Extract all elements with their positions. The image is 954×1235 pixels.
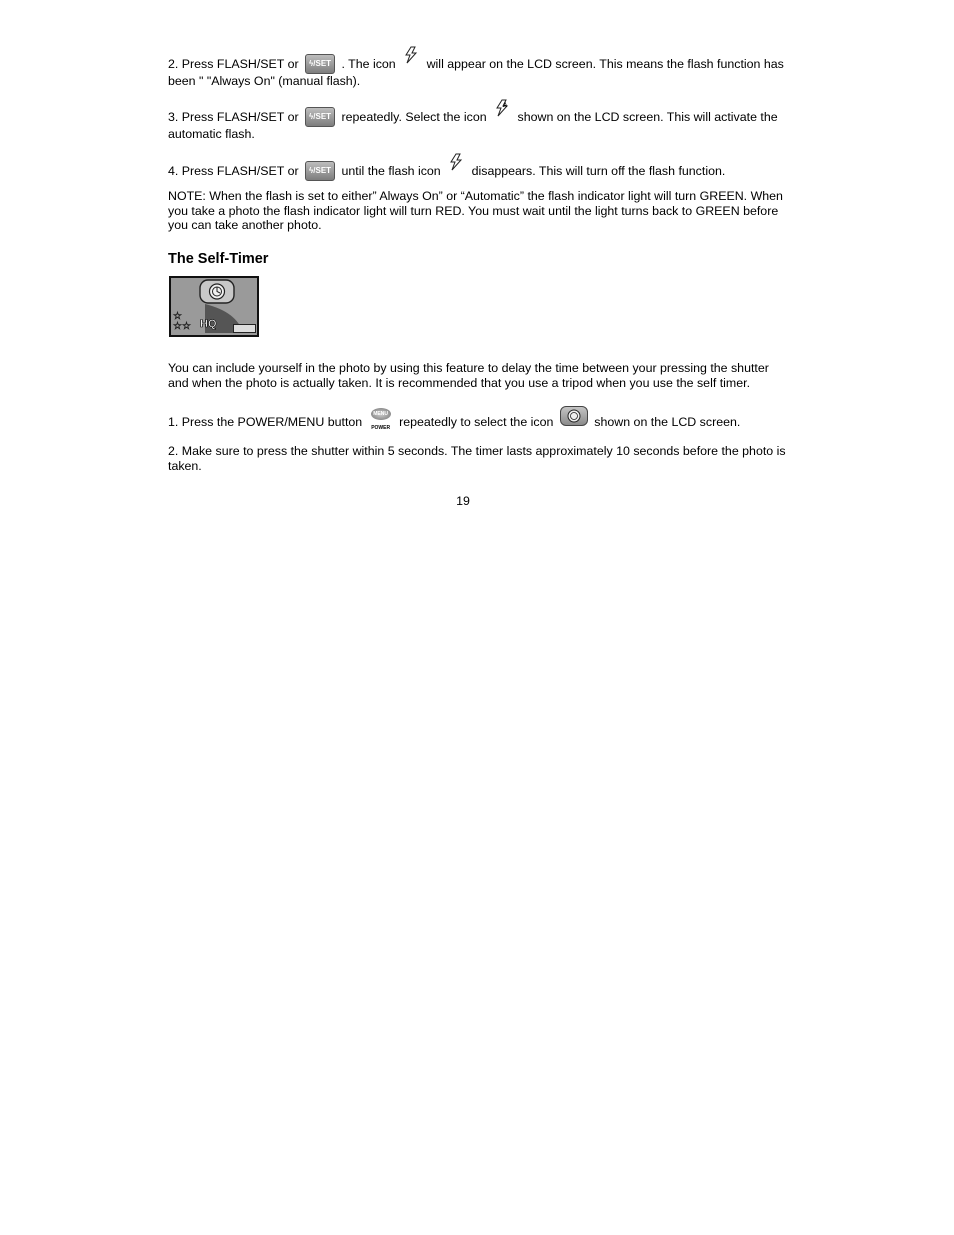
step1-text-1: 1. Press the POWER/MENU button [168, 415, 363, 429]
para-auto-flash [168, 99, 788, 142]
lcd-screen-illustration [169, 276, 259, 337]
flash-set-button-icon: ϟ/SET [305, 161, 335, 181]
power-menu-button-icon [369, 408, 393, 430]
section-heading: The Self-Timer [168, 251, 269, 267]
para2-text-3: will appear on the LCD screen. This means the flash function has been " "Always On" (manual flash). [168, 57, 784, 88]
quality-label: HQ [200, 318, 217, 330]
self-timer-intro: You can include yourself in the photo by using this feature to delay the time between your pressing the shutter and when the photo is actually taken. It is recommended that you use a tripod when you use the self timer. [168, 361, 769, 390]
self-timer-icon [200, 280, 234, 303]
menu-label: MENU [371, 408, 391, 420]
page-number: 19 [456, 494, 470, 508]
auto-flash-icon [493, 99, 511, 117]
para3-text-3: shown on the LCD screen. This will activate the automatic flash. [168, 110, 778, 141]
para2-text-2: . The icon [341, 57, 396, 71]
flash-on-icon [402, 46, 420, 64]
self-timer-icon [560, 406, 588, 426]
flash-set-button-icon: ϟ/SET [305, 54, 335, 74]
para4-text-3: disappears. This will turn off the flash function. [471, 164, 726, 178]
battery-icon [233, 324, 256, 333]
para-flash-always-on [168, 46, 788, 89]
flash-icon [447, 153, 465, 171]
self-timer-step-2: 2. Make sure to press the shutter within 5 seconds. The timer lasts approximately 10 seconds before the photo is taken. [168, 444, 786, 473]
para2-text-1: 2. Press FLASH/SET or [168, 57, 299, 71]
stars-icon: ☆ ☆☆ [173, 311, 191, 332]
step1-text-2: repeatedly to select the icon [399, 415, 554, 429]
flash-note: NOTE: When the flash is set to either” Always On” or “Automatic” the flash indicator light will turn GREEN. When you take a photo the flash indicator light will turn RED. You must wait until the light turns back to GREEN before you can take another photo. [168, 189, 783, 233]
flash-set-button-icon: ϟ/SET [305, 107, 335, 127]
self-timer-step-1 [168, 406, 788, 430]
para-flash-off [168, 153, 788, 181]
power-label: POWER [371, 425, 391, 431]
para4-text-1: 4. Press FLASH/SET or [168, 164, 299, 178]
svg-text:A: A [503, 103, 508, 109]
step1-text-3: shown on the LCD screen. [594, 415, 741, 429]
para3-text-2: repeatedly. Select the icon [341, 110, 487, 124]
para4-text-2: until the flash icon [341, 164, 441, 178]
para3-text-1: 3. Press FLASH/SET or [168, 110, 299, 124]
